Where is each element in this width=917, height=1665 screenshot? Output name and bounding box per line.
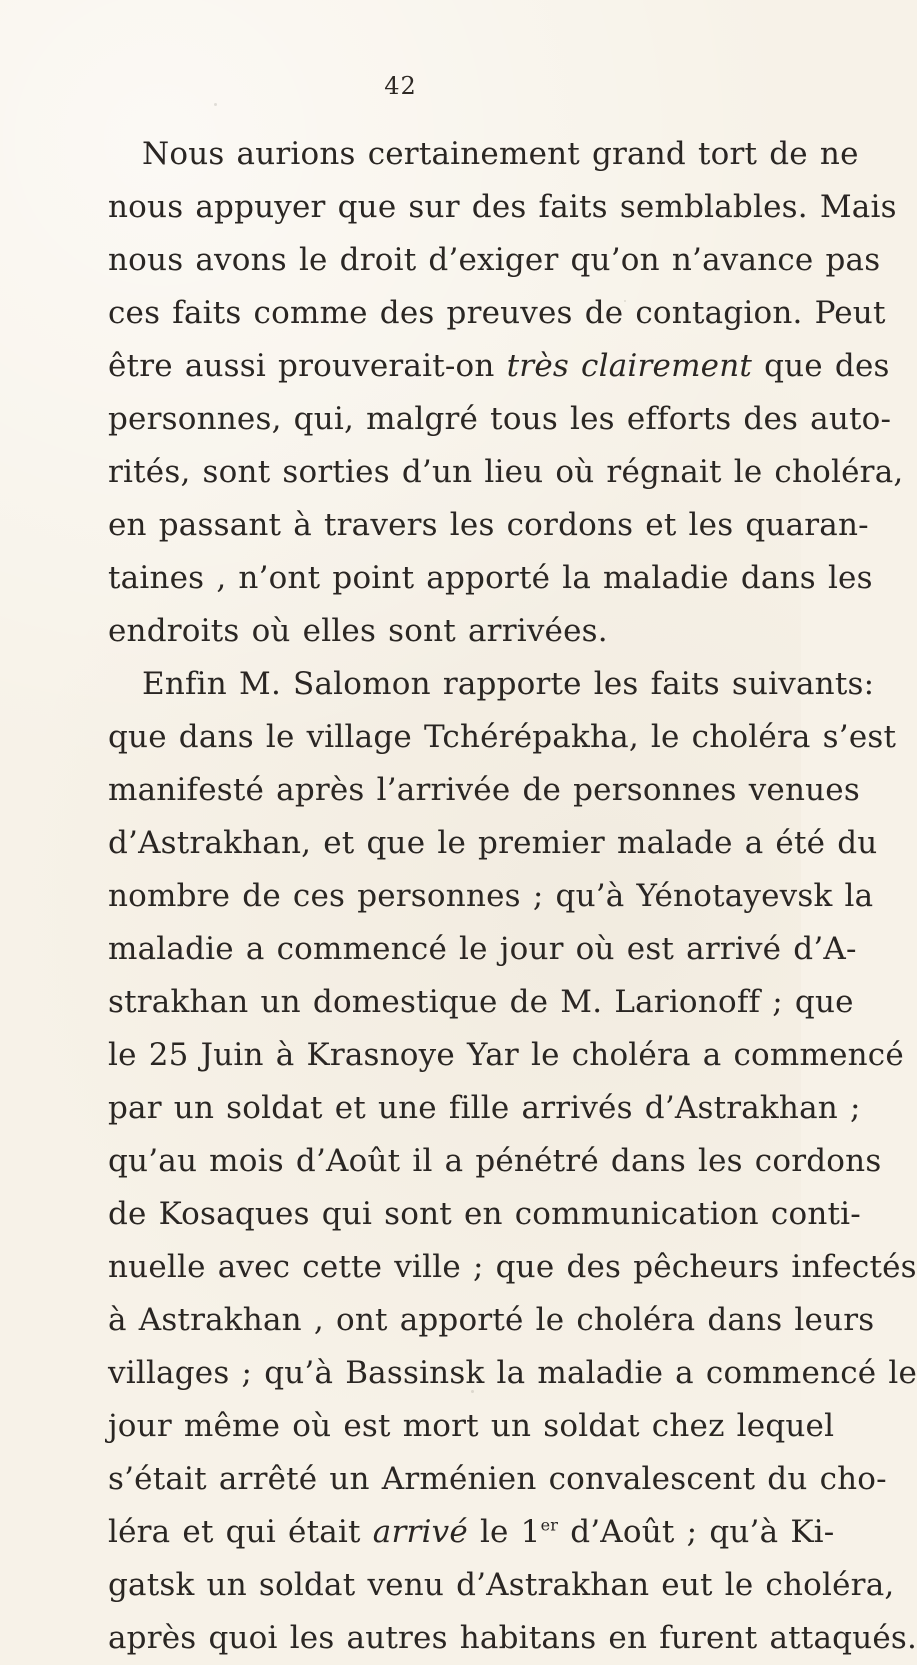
- text-fragment: que des: [752, 348, 890, 384]
- text-fragment: le: [479, 1514, 509, 1550]
- text-line: nuelle avec cette ville ; que des pêcheurs infectés: [108, 1249, 917, 1285]
- italic-word: arrivé: [372, 1514, 468, 1550]
- text-line: manifesté après l’arrivée de personnes venues: [108, 772, 860, 808]
- text-line: à Astrakhan , ont apporté le choléra dans leurs: [108, 1302, 875, 1338]
- text-line: personnes, qui, malgré tous les efforts des auto-: [108, 401, 892, 437]
- text-line: ces faits comme des preuves de contagion. Peut: [108, 295, 886, 331]
- page-number: 42: [384, 72, 417, 100]
- text-line: strakhan un domestique de M. Larionoff ; que: [108, 984, 854, 1020]
- text-line-with-italic: [108, 1506, 835, 1559]
- text-line: en passant à travers les cordons et les quaran-: [108, 507, 869, 543]
- text-line: nous appuyer que sur des faits semblables. Mais: [108, 189, 897, 225]
- text-line: nombre de ces personnes ; qu’à Yénotayevsk la: [108, 878, 874, 914]
- text-line: que dans le village Tchérépakha, le choléra s’est: [108, 719, 897, 755]
- text-line: de Kosaques qui sont en communication conti-: [108, 1196, 861, 1232]
- ordinal-suffix: er: [540, 1515, 559, 1535]
- text-fragment: d’Août ; qu’à Ki-: [570, 1514, 835, 1550]
- text-line: jour même où est mort un soldat chez lequel: [108, 1408, 835, 1444]
- text-line: après quoi les autres habitans en furent attaqués.: [108, 1620, 917, 1656]
- text-line: villages ; qu’à Bassinsk la maladie a commencé le: [108, 1355, 917, 1391]
- text-line: qu’au mois d’Août il a pénétré dans les cordons: [108, 1143, 882, 1179]
- italic-phrase: très clairement: [506, 348, 753, 384]
- text-line: par un soldat et une fille arrivés d’Astrakhan ;: [108, 1090, 861, 1126]
- text-line: Enfin M. Salomon rapporte les faits suivants:: [142, 666, 875, 702]
- text-line: gatsk un soldat venu d’Astrakhan eut le choléra,: [108, 1567, 895, 1603]
- body-text: [108, 128, 917, 1665]
- text-line: [108, 340, 890, 393]
- text-line: d’Astrakhan, et que le premier malade a été du: [108, 825, 878, 861]
- text-line: le 25 Juin à Krasnoye Yar le choléra a commencé: [108, 1037, 904, 1073]
- text-fragment: être aussi prouverait-on: [108, 348, 507, 384]
- text-line: s’était arrêté un Arménien convalescent du cho-: [108, 1461, 887, 1497]
- text-line: maladie a commencé le jour où est arrivé d’A-: [108, 931, 857, 967]
- text-line: Nous aurions certainement grand tort de ne: [142, 136, 859, 172]
- paper-speck: [214, 103, 217, 106]
- text-fragment: léra et qui était: [108, 1514, 361, 1550]
- text-line: endroits où elles sont arrivées.: [108, 613, 608, 649]
- text-line: taines , n’ont point apporté la maladie dans les: [108, 560, 873, 596]
- text-line: nous avons le droit d’exiger qu’on n’avance pas: [108, 242, 881, 278]
- ordinal-number: 1: [520, 1514, 541, 1550]
- text-line: rités, sont sorties d’un lieu où régnait le choléra,: [108, 454, 904, 490]
